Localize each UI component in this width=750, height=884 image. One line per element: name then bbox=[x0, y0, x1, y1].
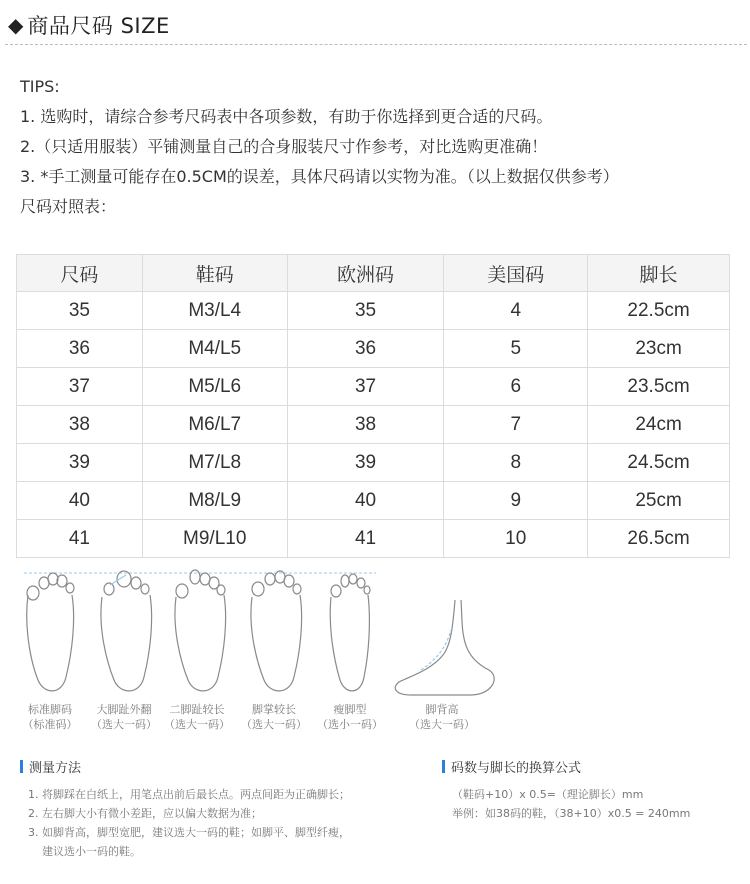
table-cell: 8 bbox=[444, 444, 588, 482]
formula-example: 举例：如38码的鞋，（38+10）x0.5 = 240mm bbox=[452, 807, 691, 820]
column-header: 美国码 bbox=[444, 255, 588, 292]
long-second-toe-foot-icon bbox=[175, 570, 226, 691]
formula-list bbox=[452, 785, 690, 823]
header-divider bbox=[5, 44, 747, 45]
table-cell: M8/L9 bbox=[142, 482, 287, 520]
table-cell: 7 bbox=[444, 406, 588, 444]
bunion-foot-icon bbox=[101, 571, 152, 691]
accent-bar bbox=[442, 760, 445, 773]
foot-caption: 大脚趾外翻 （选大一码） bbox=[91, 703, 157, 731]
accent-bar bbox=[20, 760, 23, 773]
slim-foot-icon bbox=[330, 574, 370, 691]
table-cell: 41 bbox=[17, 520, 143, 558]
column-header: 鞋码 bbox=[142, 255, 287, 292]
table-cell: 36 bbox=[17, 330, 143, 368]
foot-caption: 瘦脚型 （选小一码） bbox=[317, 703, 383, 731]
table-cell: 39 bbox=[287, 444, 444, 482]
table-row bbox=[17, 444, 730, 482]
foot-caption: 脚背高 （选大一码） bbox=[409, 703, 475, 731]
page-title: 商品尺码 SIZE bbox=[27, 14, 170, 38]
table-cell: 37 bbox=[287, 368, 444, 406]
table-cell: 6 bbox=[444, 368, 588, 406]
table-row bbox=[17, 292, 730, 330]
foot-caption: 标准脚码 （标准码） bbox=[22, 703, 78, 731]
table-cell: M4/L5 bbox=[142, 330, 287, 368]
section-header bbox=[8, 8, 170, 42]
table-cell: 38 bbox=[287, 406, 444, 444]
table-cell: 23.5cm bbox=[588, 368, 730, 406]
foot-caption: 脚掌较长 （选大一码） bbox=[241, 703, 307, 731]
tip-line: 2.（只适用服装）平铺测量自己的合身服装尺寸作参考，对比选购更准确！ bbox=[20, 137, 548, 156]
table-cell: 35 bbox=[287, 292, 444, 330]
table-cell: 24cm bbox=[588, 406, 730, 444]
size-chart-label: 尺码对照表： bbox=[20, 197, 117, 216]
table-body bbox=[17, 292, 730, 558]
long-forefoot-icon bbox=[251, 571, 302, 691]
table-cell: M5/L6 bbox=[142, 368, 287, 406]
table-cell: 35 bbox=[17, 292, 143, 330]
table-cell: 4 bbox=[444, 292, 588, 330]
formula-title: 码数与脚长的换算公式 bbox=[442, 757, 581, 776]
table-row bbox=[17, 406, 730, 444]
formula-line: （鞋码+10）x 0.5=（理论脚长）mm bbox=[452, 788, 644, 801]
table-cell: 37 bbox=[17, 368, 143, 406]
table-cell: 36 bbox=[287, 330, 444, 368]
table-cell: 38 bbox=[17, 406, 143, 444]
table-cell: 9 bbox=[444, 482, 588, 520]
table-cell: 39 bbox=[17, 444, 143, 482]
table-cell: M3/L4 bbox=[142, 292, 287, 330]
size-table bbox=[16, 254, 730, 558]
method-line: 2. 左右脚大小有微小差距，应以偏大数据为准； bbox=[28, 807, 262, 820]
column-header: 欧洲码 bbox=[287, 255, 444, 292]
table-row bbox=[17, 520, 730, 558]
table-row bbox=[17, 482, 730, 520]
table-cell: 10 bbox=[444, 520, 588, 558]
column-header: 脚长 bbox=[588, 255, 730, 292]
tip-line: 1. 选购时，请综合参考尺码表中各项参数，有助于你选择到更合适的尺码。 bbox=[20, 107, 553, 126]
high-instep-foot-icon bbox=[395, 600, 494, 695]
table-cell: 41 bbox=[287, 520, 444, 558]
table-cell: M7/L8 bbox=[142, 444, 287, 482]
table-row bbox=[17, 368, 730, 406]
table-cell: 22.5cm bbox=[588, 292, 730, 330]
method-title: 测量方法 bbox=[20, 757, 81, 776]
tips-label: TIPS: bbox=[20, 77, 60, 96]
table-cell: 40 bbox=[17, 482, 143, 520]
table-cell: 23cm bbox=[588, 330, 730, 368]
method-line: 建议选小一码的鞋。 bbox=[28, 845, 141, 858]
foot-caption: 二脚趾较长 （选大一码） bbox=[164, 703, 230, 731]
method-list bbox=[28, 785, 350, 861]
table-cell: 5 bbox=[444, 330, 588, 368]
table-cell: 40 bbox=[287, 482, 444, 520]
table-cell: M9/L10 bbox=[142, 520, 287, 558]
column-header: 尺码 bbox=[17, 255, 143, 292]
table-cell: 26.5cm bbox=[588, 520, 730, 558]
table-row bbox=[17, 330, 730, 368]
table-cell: M6/L7 bbox=[142, 406, 287, 444]
method-line: 1. 将脚踩在白纸上，用笔点出前后最长点。两点间距为正确脚长； bbox=[28, 788, 350, 801]
standard-foot-icon bbox=[27, 573, 74, 691]
tip-line: 3. *手工测量可能存在0.5CM的误差，具体尺码请以实物为准。（以上数据仅供参考） bbox=[20, 167, 619, 186]
table-header-row bbox=[17, 255, 730, 292]
tips-block bbox=[20, 72, 619, 222]
method-line: 3. 如脚背高，脚型宽肥，建议选大一码的鞋；如脚平、脚型纤瘦， bbox=[28, 826, 350, 839]
diamond-icon: ◆ bbox=[8, 13, 24, 37]
table-cell: 24.5cm bbox=[588, 444, 730, 482]
table-cell: 25cm bbox=[588, 482, 730, 520]
